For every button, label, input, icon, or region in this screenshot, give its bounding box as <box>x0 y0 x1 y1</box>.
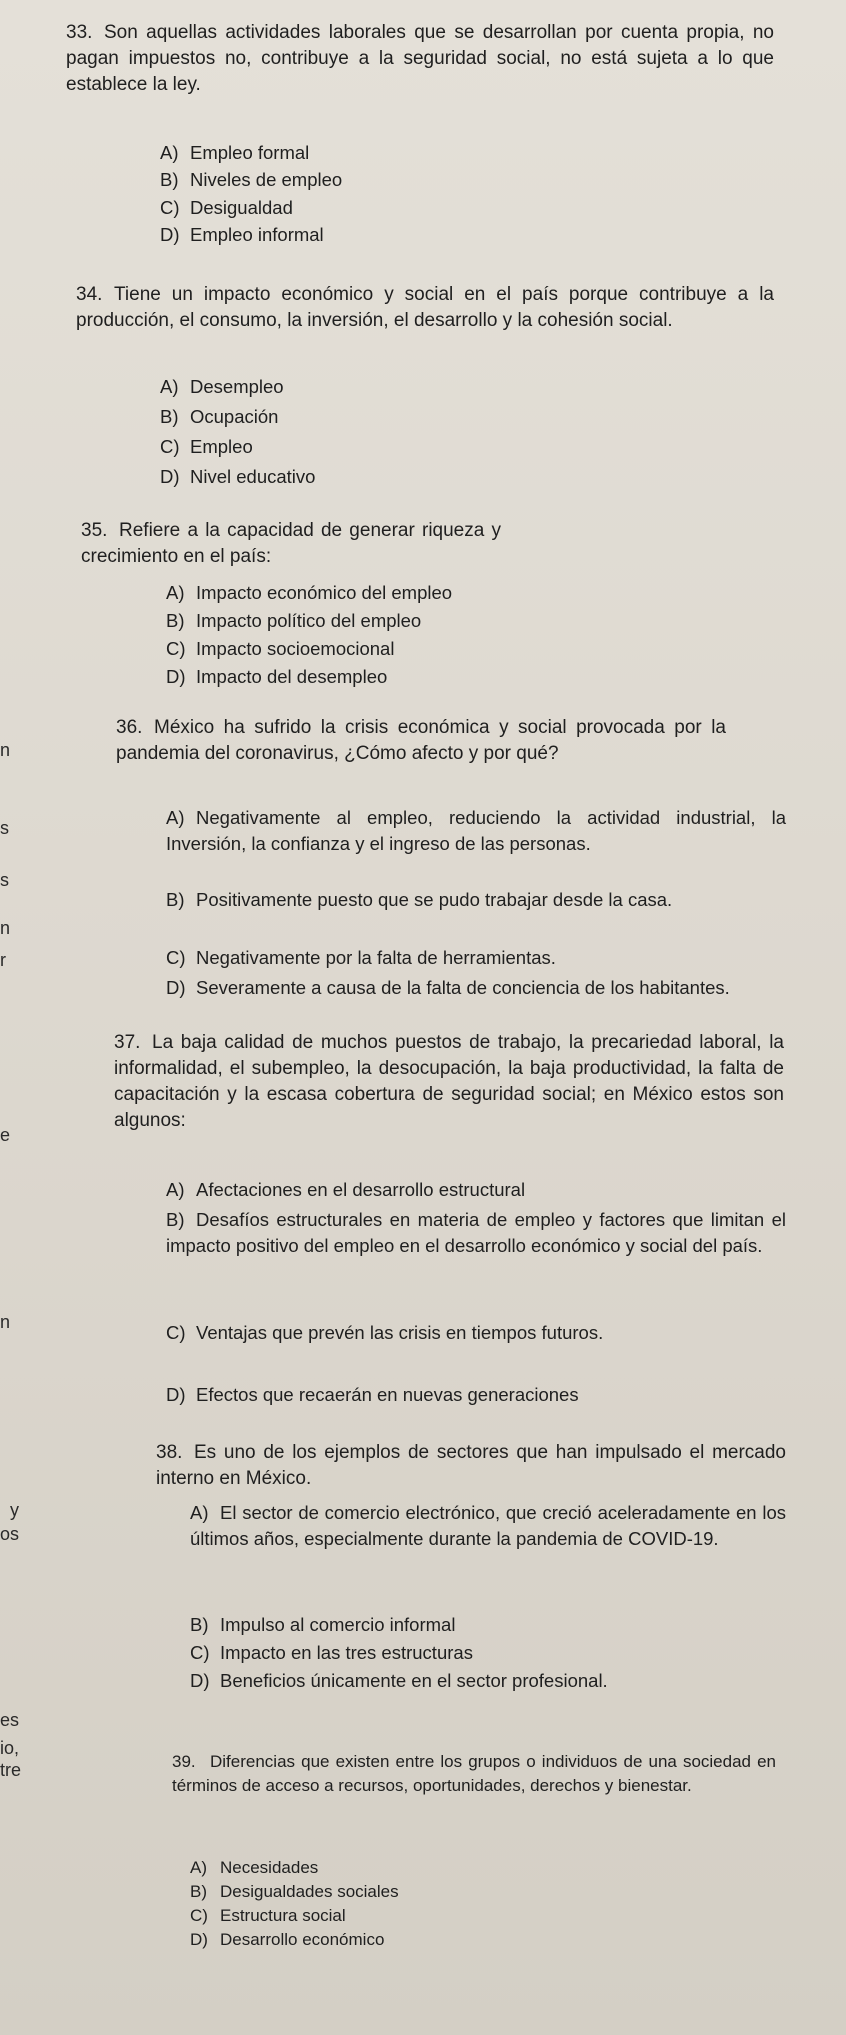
option-text: El sector de comercio electrónico, que creció aceleradamente en los últimos años, especialmente durante la pandemia de COVID-19. <box>190 1502 786 1549</box>
option-c[interactable] <box>160 434 253 460</box>
margin-fragment: s <box>0 818 9 838</box>
option-letter: B) <box>166 889 185 910</box>
option-c[interactable] <box>190 1904 346 1928</box>
option-letter: B) <box>166 1209 185 1230</box>
option-a[interactable] <box>160 140 309 166</box>
option-letter: D) <box>166 977 186 998</box>
option-letter: B) <box>190 1882 207 1901</box>
question-number: 34. <box>76 284 103 305</box>
option-text: Ocupación <box>190 406 279 427</box>
question-number: 35. <box>81 520 108 541</box>
margin-fragment: y <box>10 1500 19 1520</box>
option-text: Desarrollo económico <box>220 1930 385 1949</box>
option-text: Necesidades <box>220 1858 319 1877</box>
option-letter: A) <box>160 142 179 163</box>
margin-fragment: n <box>0 1312 11 1332</box>
margin-fragment: e <box>0 1125 11 1145</box>
option-d[interactable] <box>160 464 315 490</box>
question-stem <box>114 1030 784 1134</box>
option-text: Positivamente puesto que se pudo trabajar desde la casa. <box>196 889 673 910</box>
question-text: La baja calidad de muchos puestos de trabajo, la precariedad laboral, la informalidad, el subempleo, la desocupación, la baja productividad, la falta de capacitación y la escasa cobertura de seguridad social; en México estos son algunos: <box>114 1032 784 1131</box>
option-letter: C) <box>190 1642 210 1663</box>
option-a[interactable] <box>160 374 284 400</box>
margin-fragment: n <box>0 918 11 938</box>
option-text: Impacto en las tres estructuras <box>220 1642 473 1663</box>
option-text: Desigualdad <box>190 197 293 218</box>
option-text: Efectos que recaerán en nuevas generaciones <box>196 1384 579 1405</box>
margin-fragment: r <box>0 950 6 970</box>
question-number: 37. <box>114 1032 141 1053</box>
option-letter: B) <box>190 1614 209 1635</box>
option-c[interactable] <box>160 195 293 221</box>
question-stem <box>172 1750 776 1798</box>
option-d[interactable] <box>166 664 387 690</box>
option-letter: C) <box>166 947 186 968</box>
option-c[interactable] <box>166 945 786 971</box>
option-text: Impacto del desempleo <box>196 666 388 687</box>
option-letter: D) <box>166 1384 186 1405</box>
question-number: 36. <box>116 717 143 738</box>
option-d[interactable] <box>190 1928 384 1952</box>
option-text: Desafíos estructurales en materia de empleo y factores que limitan el impacto positivo del empleo en el desarrollo económico y social del país. <box>166 1209 786 1256</box>
option-b[interactable] <box>166 887 786 913</box>
option-b[interactable] <box>166 1207 786 1259</box>
question-stem <box>66 20 774 98</box>
question-text: Es uno de los ejemplos de sectores que han impulsado el mercado interno en México. <box>156 1442 786 1489</box>
option-c[interactable] <box>166 1320 786 1346</box>
option-text: Impulso al comercio informal <box>220 1614 456 1635</box>
option-text: Desempleo <box>190 376 284 397</box>
question-text: Refiere a la capacidad de generar riqueza y crecimiento en el país: <box>81 520 501 567</box>
option-text: Empleo formal <box>190 142 310 163</box>
question-text: Diferencias que existen entre los grupos o individuos de una sociedad en términos de acceso a recursos, oportunidades, derechos y bienestar. <box>172 1752 776 1795</box>
option-letter: A) <box>166 1179 185 1200</box>
question-text: México ha sufrido la crisis económica y social provocada por la pandemia del coronavirus, ¿Cómo afecto y por qué? <box>116 717 726 764</box>
option-letter: A) <box>160 376 179 397</box>
margin-fragment: s <box>0 870 9 890</box>
option-c[interactable] <box>166 636 394 662</box>
option-text: Estructura social <box>220 1906 346 1925</box>
option-letter: D) <box>160 224 180 245</box>
option-text: Beneficios únicamente en el sector profesional. <box>220 1670 608 1691</box>
option-letter: B) <box>166 610 185 631</box>
option-letter: B) <box>160 169 179 190</box>
question-number: 38. <box>156 1442 183 1463</box>
option-text: Empleo informal <box>190 224 324 245</box>
option-a[interactable] <box>166 580 452 606</box>
margin-fragment: n <box>0 740 11 760</box>
option-d[interactable] <box>166 1382 786 1408</box>
option-d[interactable] <box>190 1668 786 1694</box>
question-number: 33. <box>66 22 93 43</box>
question-text: Son aquellas actividades laborales que se desarrollan por cuenta propia, no pagan impuestos no, contribuye a la seguridad social, no está sujeta a lo que establece la ley. <box>66 22 774 95</box>
question-stem <box>116 715 726 767</box>
option-a[interactable] <box>166 1177 786 1203</box>
option-text: Impacto socioemocional <box>196 638 395 659</box>
option-letter: D) <box>166 666 186 687</box>
margin-fragment: io, <box>0 1738 20 1758</box>
option-text: Niveles de empleo <box>190 169 343 190</box>
option-letter: A) <box>190 1502 209 1523</box>
option-text: Nivel educativo <box>190 466 316 487</box>
option-text: Empleo <box>190 436 253 457</box>
option-a[interactable] <box>166 805 786 857</box>
option-b[interactable] <box>160 167 342 193</box>
option-d[interactable] <box>166 975 786 1001</box>
option-letter: B) <box>160 406 179 427</box>
option-letter: A) <box>166 582 185 603</box>
question-stem <box>81 518 501 570</box>
option-c[interactable] <box>190 1640 786 1666</box>
option-text: Ventajas que prevén las crisis en tiempos futuros. <box>196 1322 604 1343</box>
option-letter: A) <box>166 807 185 828</box>
option-text: Desigualdades sociales <box>220 1882 399 1901</box>
option-letter: C) <box>190 1906 208 1925</box>
option-letter: A) <box>190 1858 207 1877</box>
option-d[interactable] <box>160 222 324 248</box>
option-b[interactable] <box>190 1612 786 1638</box>
option-text: Severamente a causa de la falta de conciencia de los habitantes. <box>196 977 730 998</box>
option-letter: C) <box>160 197 180 218</box>
option-letter: D) <box>190 1930 208 1949</box>
option-letter: D) <box>160 466 180 487</box>
option-letter: C) <box>160 436 180 457</box>
margin-fragment: tre <box>0 1760 22 1780</box>
option-b[interactable] <box>166 608 421 634</box>
option-b[interactable] <box>160 404 278 430</box>
question-stem <box>156 1440 786 1492</box>
option-text: Negativamente por la falta de herramientas. <box>196 947 556 968</box>
option-a[interactable] <box>190 1500 786 1552</box>
option-text: Impacto político del empleo <box>196 610 422 631</box>
option-letter: C) <box>166 1322 186 1343</box>
option-text: Negativamente al empleo, reduciendo la actividad industrial, la Inversión, la confianza y el ingreso de las personas. <box>166 807 786 854</box>
margin-fragment: os <box>0 1524 20 1544</box>
option-b[interactable] <box>190 1880 399 1904</box>
question-number: 39. <box>172 1752 196 1771</box>
option-text: Impacto económico del empleo <box>196 582 453 603</box>
option-a[interactable] <box>190 1856 318 1880</box>
option-text: Afectaciones en el desarrollo estructural <box>196 1179 526 1200</box>
option-letter: C) <box>166 638 186 659</box>
question-text: Tiene un impacto económico y social en el país porque contribuye a la producción, el consumo, la inversión, el desarrollo y la cohesión social. <box>76 284 774 331</box>
margin-fragment: es <box>0 1710 20 1730</box>
option-letter: D) <box>190 1670 210 1691</box>
question-stem <box>76 282 774 334</box>
